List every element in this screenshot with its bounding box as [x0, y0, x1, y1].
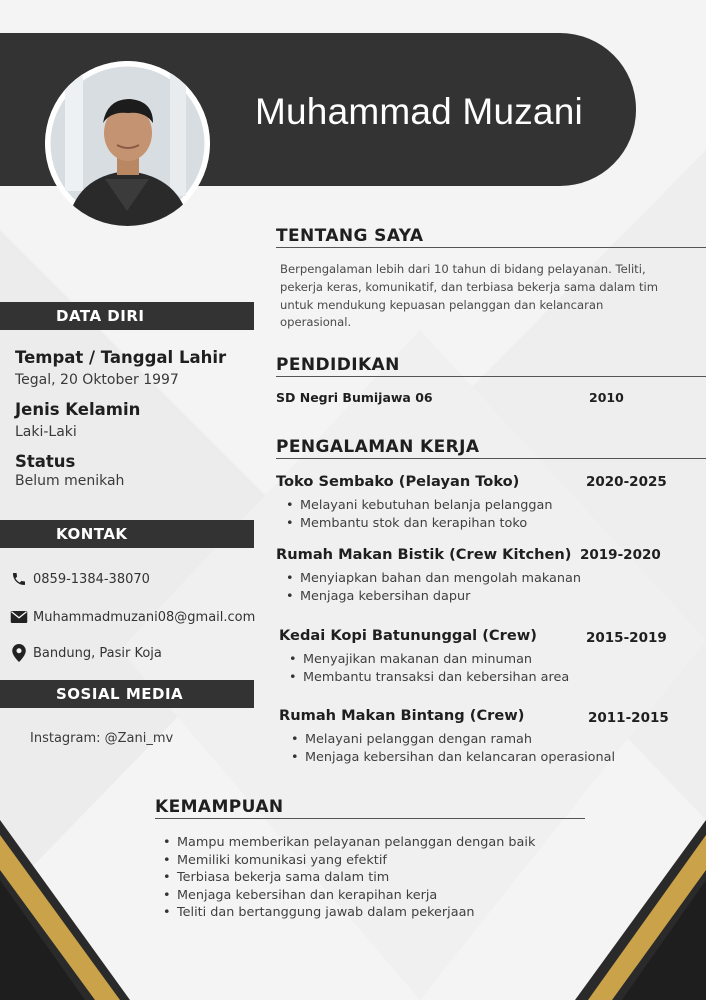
- job-duties: [289, 651, 569, 686]
- job-title: Toko Sembako (Pelayan Toko): [276, 473, 520, 490]
- about-title: TENTANG SAYA: [276, 226, 706, 248]
- list-item: • Melayani pelanggan dengan ramah: [291, 731, 615, 749]
- phone-value[interactable]: 0859-1384-38070: [33, 571, 150, 587]
- email-value[interactable]: Muhammadmuzani08@gmail.com: [33, 609, 256, 625]
- address-value: Bandung, Pasir Koja: [33, 645, 162, 661]
- list-item: • Melayani kebutuhan belanja pelanggan: [286, 497, 552, 515]
- list-item: • Menyiapkan bahan dan mengolah makanan: [286, 570, 581, 588]
- education-year: 2010: [589, 390, 624, 405]
- birth-label: Tempat / Tanggal Lahir: [15, 348, 227, 367]
- email-row: [10, 608, 255, 626]
- job-years: 2019-2020: [580, 547, 661, 563]
- about-text: Berpengalaman lebih dari 10 tahun di bidang pelayanan. Teliti, pekerja keras, komunikatif, dan terbiasa bekerja sama dalam tim untuk mendukung kepuasan pelanggan dan kelancaran operasional.: [280, 262, 659, 330]
- status-value: Belum menikah: [15, 473, 125, 489]
- phone-icon: [10, 570, 28, 588]
- list-item: • Menjaga kebersihan dan kerapihan kerja: [163, 887, 535, 905]
- list-item: • Menjaga kebersihan dapur: [286, 588, 581, 606]
- job-duties: [291, 731, 615, 766]
- gender-value: Laki-Laki: [15, 424, 77, 440]
- list-item: • Menyajikan makanan dan minuman: [289, 651, 569, 669]
- education-title: PENDIDIKAN: [276, 355, 706, 377]
- list-item: • Teliti dan bertanggung jawab dalam pekerjaan: [163, 904, 535, 922]
- kontak-header: KONTAK: [0, 520, 254, 548]
- job-years: 2015-2019: [586, 630, 667, 646]
- birth-value: Tegal, 20 Oktober 1997: [15, 372, 179, 388]
- education-school: SD Negri Bumijawa 06: [276, 390, 433, 405]
- list-item: • Membantu transaksi dan kebersihan area: [289, 669, 569, 687]
- job-duties: [286, 497, 552, 532]
- job-title: Rumah Makan Bintang (Crew): [279, 707, 525, 724]
- job-years: 2020-2025: [586, 474, 667, 490]
- skills-list: [163, 834, 535, 922]
- email-icon: [10, 608, 28, 626]
- instagram-value[interactable]: Instagram: @Zani_mv: [30, 731, 174, 746]
- skills-title: KEMAMPUAN: [155, 797, 585, 819]
- list-item: • Mampu memberikan pelayanan pelanggan dengan baik: [163, 834, 535, 852]
- list-item: • Menjaga kebersihan dan kelancaran operasional: [291, 749, 615, 767]
- location-pin-icon: [10, 644, 28, 662]
- job-title: Kedai Kopi Batununggal (Crew): [279, 627, 537, 644]
- profile-photo: [45, 61, 210, 226]
- list-item: • Membantu stok dan kerapihan toko: [286, 515, 552, 533]
- phone-row: [10, 570, 150, 588]
- list-item: • Memiliki komunikasi yang efektif: [163, 852, 535, 870]
- job-title: Rumah Makan Bistik (Crew Kitchen): [276, 546, 572, 563]
- list-item: • Terbiasa bekerja sama dalam tim: [163, 869, 535, 887]
- experience-title: PENGALAMAN KERJA: [276, 437, 706, 459]
- address-row: [10, 644, 162, 662]
- data-diri-header: DATA DIRI: [0, 302, 254, 330]
- gender-label: Jenis Kelamin: [15, 400, 141, 419]
- status-label: Status: [15, 452, 76, 471]
- job-years: 2011-2015: [588, 710, 669, 726]
- person-name: Muhammad Muzani: [255, 91, 583, 132]
- job-duties: [286, 570, 581, 605]
- sosial-media-header: SOSIAL MEDIA: [0, 680, 254, 708]
